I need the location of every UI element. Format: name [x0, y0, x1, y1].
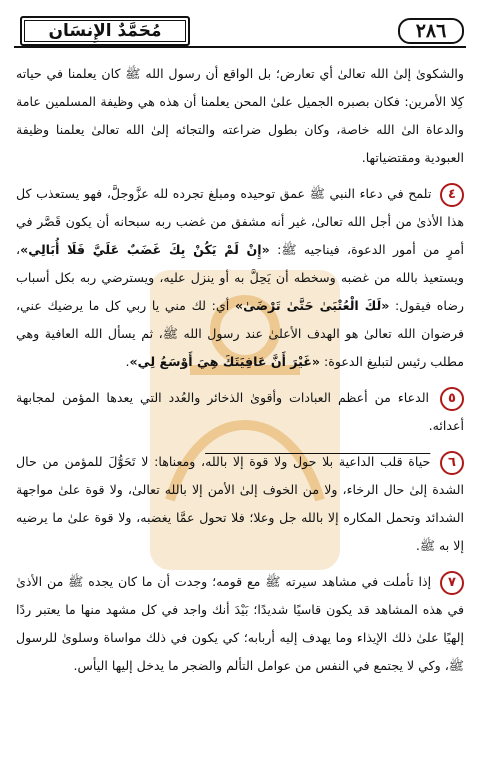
hadith-quote-2: «لَكَ الْعُتْبَىٰ حَتَّىٰ تَرْضَىٰ» — [234, 298, 390, 313]
intro-paragraph — [16, 60, 464, 172]
point-4-text-c: أي: لك مني يا ربي كل ما يرضيك عني، فرضوان الله تعالىٰ هو الهدف الأعلىٰ عند رسول الله ﷺ، ثم يسأل الله العافية وهي مطلب رئيس لتبليغ الدعوة: — [16, 298, 464, 369]
point-number-7: ٧ — [440, 571, 464, 595]
point-number-4: ٤ — [440, 183, 464, 207]
point-7 — [16, 568, 464, 680]
point-7-text: إذا تأملت في مشاهد سيرته ﷺ مع قومه؛ وجدت أن ما كان يجده ﷺ من الأذىٰ في هذه المشاهد قد يكون قاسيًا شديدًا؛ بَيْدَ أنك واجد في كل مشهد منها ما يعتبر ردًا إلهيًا علىٰ ذلك الإيذاء وما يهدف إليه أربابه؛ كي يكون في ذلك مواساة وسلوىٰ للرسول ﷺ، وكي لا يجتمع في النفس من عوامل التألم والضجر ما يدخل إليها اليأس. — [16, 574, 464, 673]
hadith-quote-3: «غَيْرَ أَنَّ عَافِيَتَكَ هِيَ أَوْسَعُ لِي» — [129, 354, 320, 369]
page-header — [14, 16, 466, 50]
point-number-6: ٦ — [440, 451, 464, 475]
page-body — [16, 60, 464, 688]
point-5-text: الدعاء من أعظم العبادات وأقوىٰ الذخائر والعُدد التي يعدها المؤمن لمجابهة أعدائه. — [16, 390, 464, 433]
point-number-5: ٥ — [440, 387, 464, 411]
book-title: مُحَمَّدٌ الإِنسَان — [20, 16, 190, 46]
point-4-text-a: تلمح في دعاء النبي ﷺ عمق توحيده ومبلغ تجرده لله عزَّوجلَّ، فهو يستعذب كل هذا الأذىٰ من أجل الله تعالىٰ، غير أنه مشفق من غضب ربه سبحانه أن يكون قَصَّر في أمرٍ من أمور الدعوة، فيناجيه ﷺ: — [16, 186, 464, 257]
intro-text: والشكوىٰ إلىٰ الله تعالىٰ أي تعارض؛ بل الواقع أن رسول الله ﷺ كان يعلمنا في حياته كِلا الأمرين: فكان بصبره الجميل علىٰ المحن يعلمنا أن هذه هي وظيفة المسلمين عامة والدعاة الىٰ الله خاصة، وكان بطول ضراعته والتجائه إلىٰ الله تعالىٰ يعلمنا وظيفة العبودية ومقتضياتها. — [16, 66, 464, 165]
point-5 — [16, 384, 464, 440]
point-4-text-b: ، ويستعيذ بالله من غضبه وسخطه أن يَحِلَّ به أو ينزل عليه، ويسترضي ربه بكل أسباب رضاه فيقول: — [16, 242, 464, 313]
point-6-text: ، ومعناها: لا تَحَوُّلَ للمؤمن من حال الشدة إلىٰ حال الرخاء، ولا من الخوف إلىٰ الأمن إلا بالله تعالىٰ، ولا قوة علىٰ مواجهة الشدائد وتحمل المكاره إلا بالله جل وعلا؛ فلا تحول عمَّا يغضبه، ولا قوة علىٰ ما يرضيه إلا به ﷺ. — [16, 454, 464, 553]
page-number: ٢٨٦ — [398, 18, 464, 44]
point-6-heading: حياة قلب الداعية بلا حول ولا قوة إلا بالله — [205, 454, 431, 469]
point-4 — [16, 180, 464, 376]
header-rule — [14, 46, 466, 48]
point-4-end: . — [125, 354, 130, 369]
point-6 — [16, 448, 464, 560]
hadith-quote-1: «إِنْ لَمْ يَكُنْ بِكَ غَضَبٌ عَلَيَّ فَلَا أُبَالِي» — [20, 242, 270, 257]
